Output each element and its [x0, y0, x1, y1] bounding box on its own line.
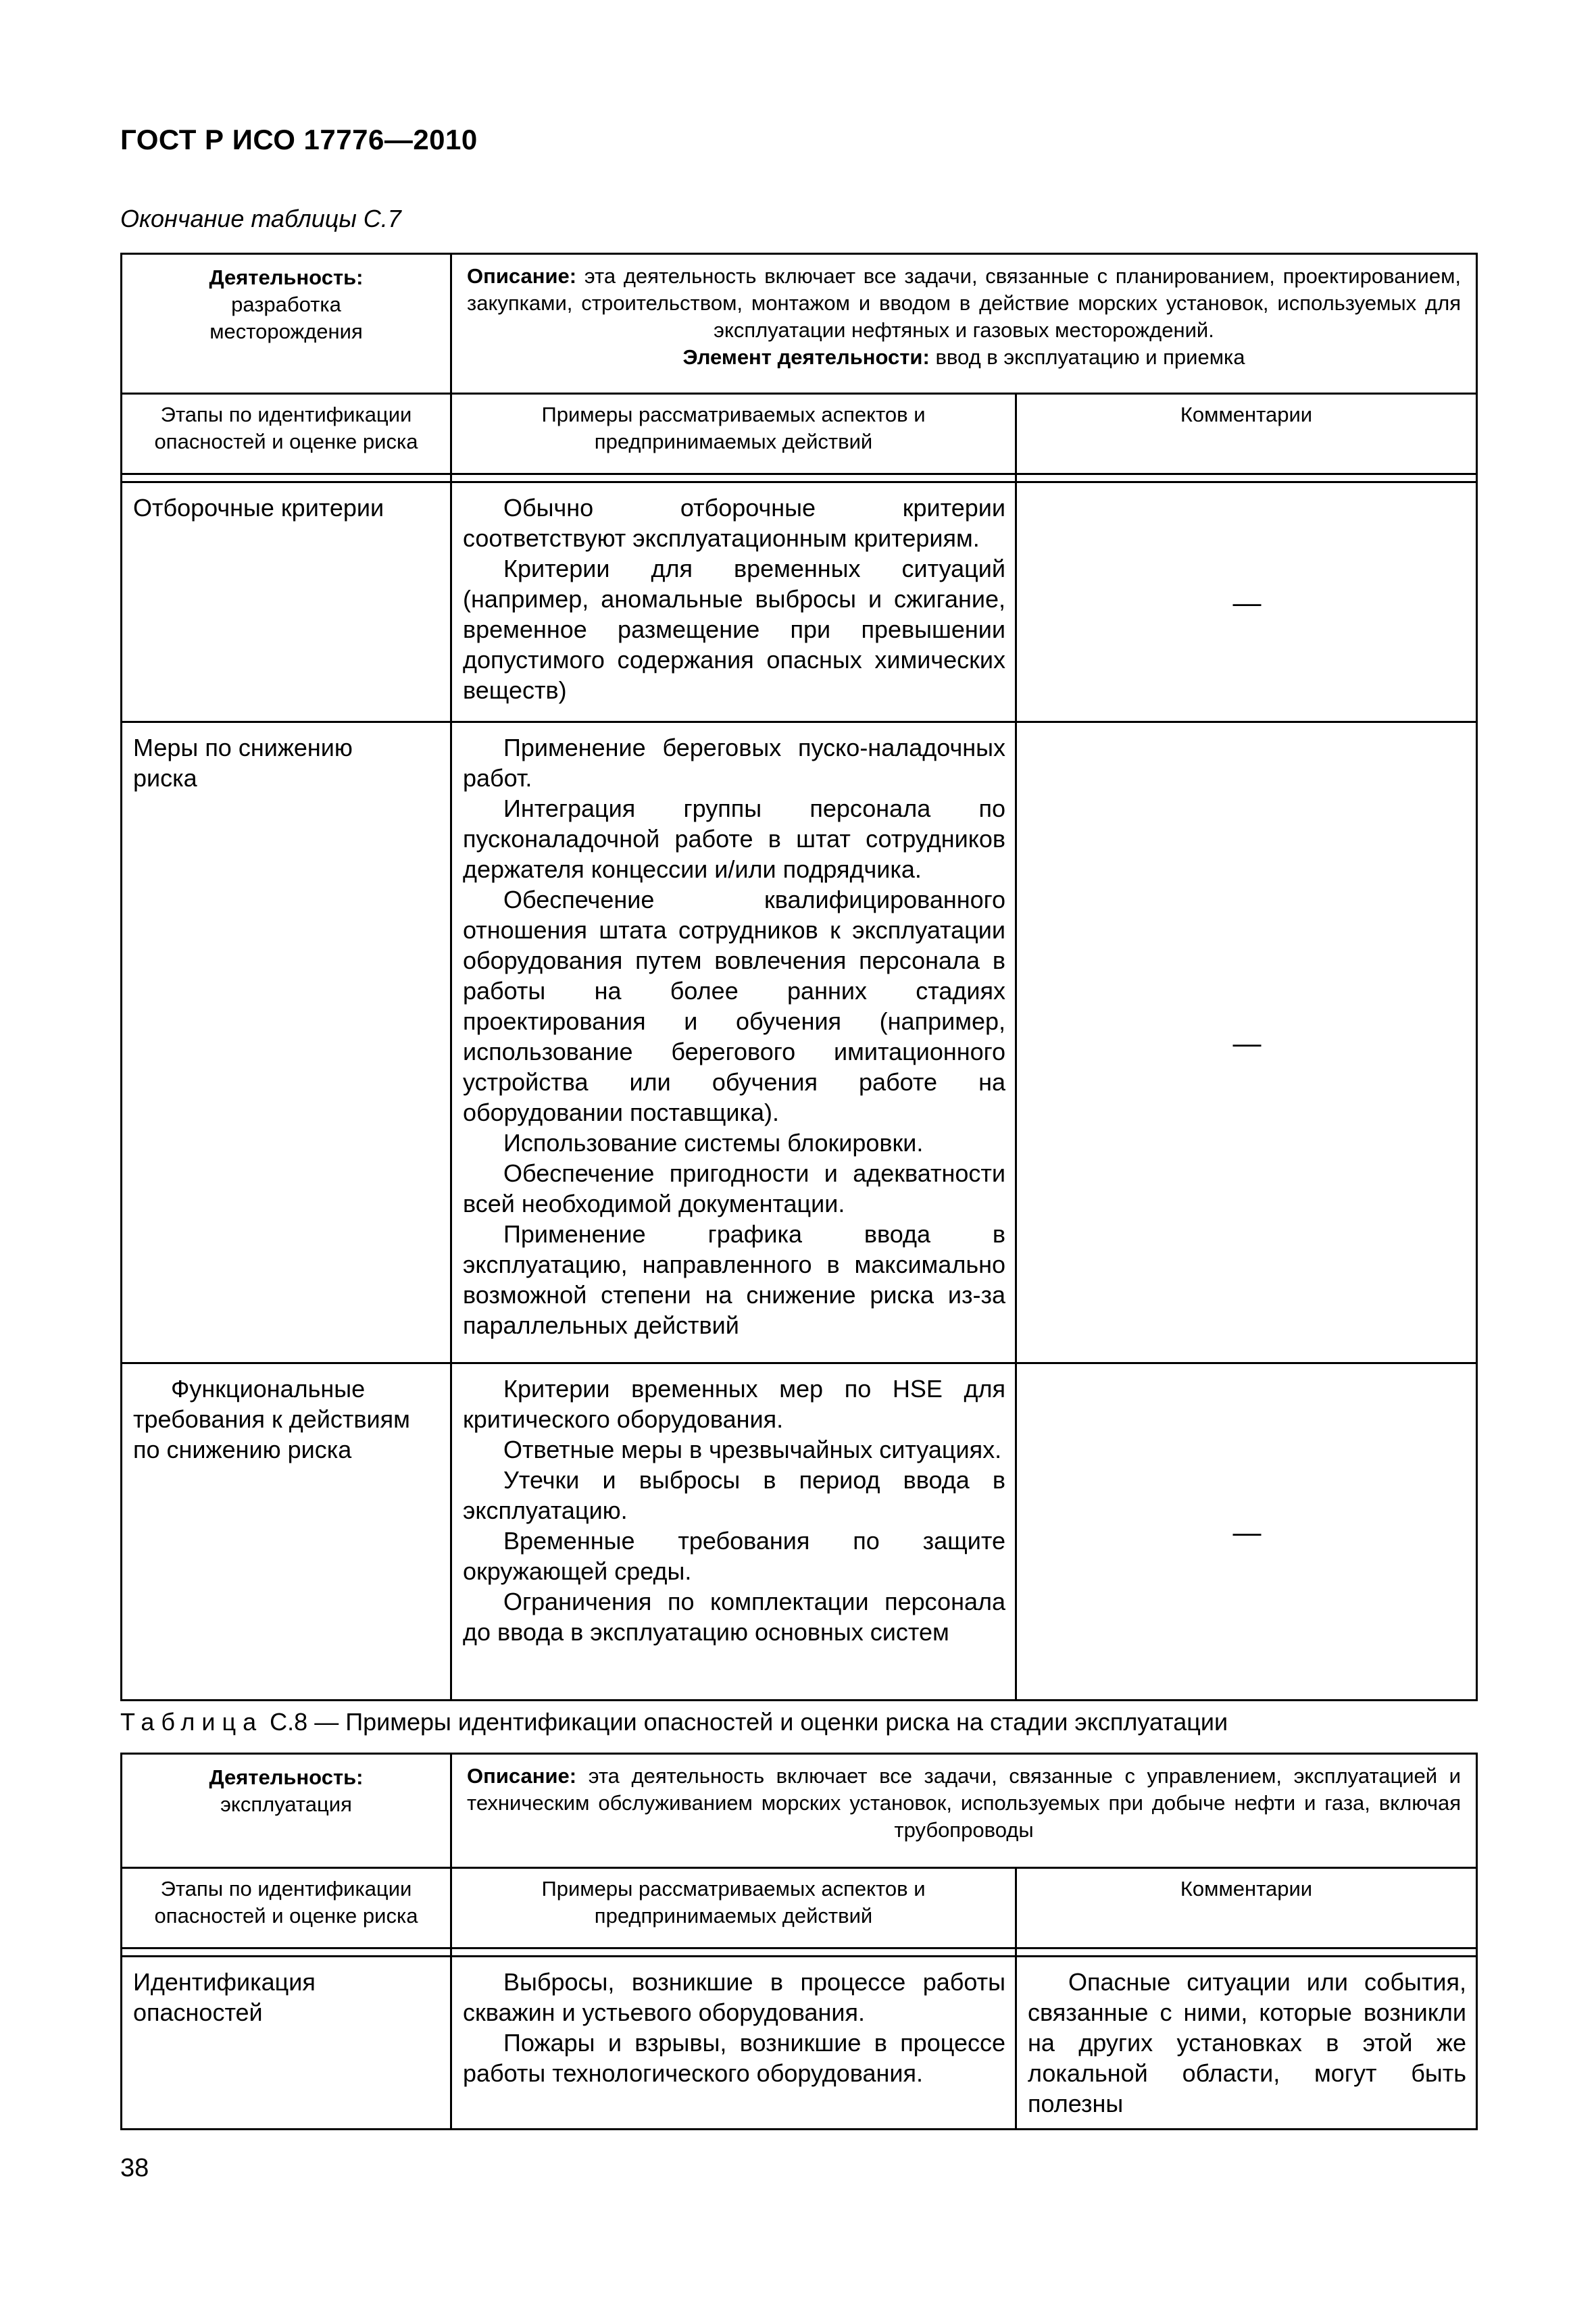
example-paragraph: Ответные меры в чрезвычайных ситуациях.	[503, 1436, 1002, 1463]
comment-cell: —	[1016, 722, 1477, 1363]
example-paragraph: Использование системы блокировки.	[503, 1129, 924, 1157]
comment-cell: —	[1016, 482, 1477, 722]
column-header-examples: Примеры рассматриваемых аспектов и предпринимаемых действий	[451, 1868, 1016, 1948]
stage-cell	[122, 722, 451, 1363]
table-c7	[120, 253, 1478, 1701]
examples-cell	[451, 722, 1016, 1363]
column-header-stages: Этапы по идентификации опасностей и оценке риска	[122, 1868, 451, 1948]
example-paragraph: Интеграция группы персонала по пусконаладочной работе в штат сотрудников держателя концессии и/или подрядчика.	[463, 795, 1005, 883]
table-c8-caption	[120, 1708, 1228, 1736]
description-cell	[451, 1754, 1477, 1868]
double-rule-cell	[1016, 474, 1477, 482]
example-paragraph: Ограничения по комплектации персонала до ввода в эксплуатацию основных систем	[463, 1588, 1005, 1646]
activity-cell	[122, 254, 451, 394]
stage-cell	[122, 1957, 451, 2130]
column-header-comments: Комментарии	[1016, 394, 1477, 474]
standard-header: ГОСТ Р ИСО 17776—2010	[120, 124, 478, 155]
double-rule-cell	[451, 474, 1016, 482]
description-text: эта деятельность включает все задачи, связанные с управлением, эксплуатацией и техническим обслуживанием морских установок, используемых при добыче нефти и газа, включая трубопроводы	[467, 1764, 1462, 1842]
activity-label: Деятельность:	[209, 1765, 364, 1789]
column-header-examples: Примеры рассматриваемых аспектов и предпринимаемых действий	[451, 394, 1016, 474]
activity-element	[467, 344, 1461, 371]
double-rule-cell	[122, 474, 451, 482]
example-paragraph: Временные требования по защите окружающей среды.	[463, 1527, 1005, 1585]
column-header-comments: Комментарии	[1016, 1868, 1477, 1948]
example-paragraph: Пожары и взрывы, возникшие в процессе работы технологического оборудования.	[463, 2029, 1005, 2087]
activity-label: Деятельность:	[209, 266, 364, 289]
example-paragraph: Выбросы, возникшие в процессе работы скважин и устьевого оборудования.	[463, 1968, 1005, 2026]
header-double-rule	[122, 474, 1477, 482]
example-paragraph: Применение береговых пуско-наладочных работ.	[463, 734, 1005, 792]
table-row	[122, 722, 1477, 1363]
stage-label: Идентификация опасностей	[133, 1968, 316, 2026]
table-c7-activity-row	[122, 254, 1477, 394]
activity-value: разработка месторождения	[209, 293, 363, 343]
table-c8	[120, 1753, 1478, 2130]
example-paragraph: Критерии временных мер по HSE для критического оборудования.	[463, 1375, 1005, 1433]
examples-cell	[451, 1957, 1016, 2130]
examples-cell	[451, 482, 1016, 722]
continuation-caption: Окончание таблицы С.7	[120, 205, 401, 232]
comment-cell	[1016, 1957, 1477, 2130]
table-c7-column-headers	[122, 394, 1477, 474]
double-rule-cell	[122, 1948, 451, 1957]
page-number: 38	[120, 2154, 149, 2182]
table-c8-caption-text: С.8 — Примеры идентификации опасностей и оценки риска на стадии эксплуатации	[270, 1708, 1228, 1736]
description-label: Описание:	[467, 1764, 577, 1788]
stage-label: Меры по снижению риска	[133, 734, 353, 792]
double-rule-cell	[451, 1948, 1016, 1957]
description-label: Описание:	[467, 264, 577, 288]
example-paragraph: Утечки и выбросы в период ввода в эксплуатацию.	[463, 1466, 1005, 1524]
example-paragraph: Обеспечение пригодности и адекватности всей необходимой документации.	[463, 1159, 1005, 1217]
example-paragraph: Обеспечение квалифицированного отношения штата сотрудников к эксплуатации оборудования путем вовлечения персонала в работы на более ранних стадиях проектирования и обучения (например, использование берегового имитационного устройства или обучения работе на оборудовании поставщика).	[463, 886, 1005, 1126]
double-rule-cell	[1016, 1948, 1477, 1957]
table-c8-caption-prefix: Таблица	[120, 1708, 264, 1736]
example-paragraph: Критерии для временных ситуаций (например, аномальные выбросы и сжигание, временное размещение при превышении допустимого содержания опасных химических веществ)	[463, 555, 1005, 704]
description-cell	[451, 254, 1477, 394]
table-c8-column-headers	[122, 1868, 1477, 1948]
comment-cell: —	[1016, 1363, 1477, 1701]
column-header-stages: Этапы по идентификации опасностей и оценке риска	[122, 394, 451, 474]
table-row	[122, 482, 1477, 722]
comment-paragraph: Опасные ситуации или события, связанные с ними, которые возникли на других установках в этой же локальной области, могут быть полезны	[1028, 1968, 1467, 2117]
element-value: ввод в эксплуатацию и приемка	[935, 345, 1245, 369]
element-label: Элемент деятельности:	[682, 345, 930, 369]
example-paragraph: Применение графика ввода в эксплуатацию, направленного в максимально возможной степени на снижение риска из-за параллельных действий	[463, 1220, 1005, 1339]
table-row	[122, 1957, 1477, 2130]
table-row	[122, 1363, 1477, 1701]
table-c8-activity-row	[122, 1754, 1477, 1868]
header-double-rule	[122, 1948, 1477, 1957]
stage-cell: Функциональные требования к действиям по снижению риска	[122, 1363, 451, 1701]
examples-cell	[451, 1363, 1016, 1701]
example-paragraph: Обычно отборочные критерии соответствуют эксплуатационным критериям.	[463, 494, 1005, 552]
activity-cell	[122, 1754, 451, 1868]
activity-value: эксплуатация	[220, 1792, 352, 1816]
description-text: эта деятельность включает все задачи, связанные с планированием, проектированием, закупками, строительством, монтажом и вводом в действие морских установок, используемых для эксплуатации нефтяных и газовых месторождений.	[467, 264, 1462, 342]
stage-cell: Отборочные критерии	[122, 482, 451, 722]
